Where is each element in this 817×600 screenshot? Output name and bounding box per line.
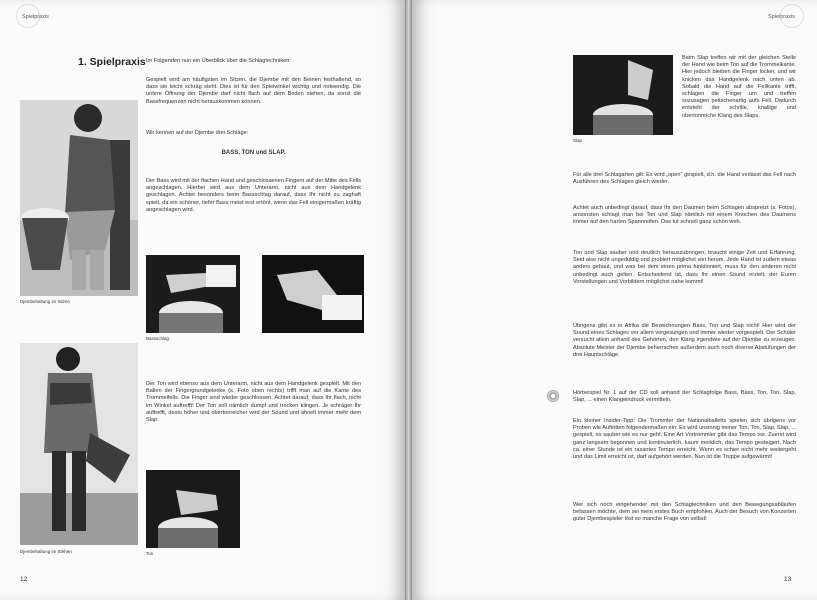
photo-slap-hand [573, 55, 673, 135]
paragraph-book-tip: Wer sich noch eingehender mit den Schlagtechniken und den Bewegungsabläufen befassen möchte, dem sei mein erstes Buch empfohlen. Auch der Besuch von Konzerten guter Djembespieler löst so manche Frage von selbst! [573, 502, 796, 523]
photo-open-hand [262, 255, 364, 333]
page-number-left: 12 [20, 576, 28, 583]
paragraph-slap: Beim Slap treffen wir mit der gleichen Stelle der Hand wie beim Ton auf die Trommelkante. Hier jedoch bleiben die Finger locker, und wir knicken das Handgelenk nach unten ab. Sobald die Hand auf die Fellkante trifft, schlagen die Finger um und treffen sozusagen peitschenartig aufs Fell. Dadurch entsteht der schrille, knallige und obertonreiche Klang des Slaps. [682, 55, 797, 119]
chapter-heading: 1. Spielpraxis [78, 56, 146, 68]
left-page [0, 0, 405, 600]
running-head-left: Spielpraxis [22, 14, 49, 20]
paragraph-cd-example: Hörbeispiel Nr. 1 auf der CD soll anhand der Schlagfolge Bass, Bass, Ton, Ton, Slap, Slap, ... einen Klangeindruck vermitteln. [573, 390, 796, 404]
caption-bass: Bassschlag [146, 336, 170, 341]
paragraph-sitting: Gespielt wird am häufigsten im Sitzen, die Djembe mit den Beinen festhaltend, so dass sie leicht schräg steht. Dies ist für den Spielwinkel wichtig und notwendig. Die untere Öffnung der Djembe darf nicht flach auf dem Boden stehen, da sonst die Bassfrequenzen nicht herauskommen können. [146, 77, 361, 105]
paragraph-strokes-intro: Wir kennen auf der Djembe drei Schläge: [146, 130, 249, 136]
paragraph-africa: Übrigens gibt es in Afrika die Bezeichnungen Bass, Ton und Slap nicht! Hier wird der Sound eines Schlages vor allem vorgesungen und immer wieder vorgespielt. Der Schüler versucht allein anhand des Gehörten, den Klang irgendwie auf der Djembe zu erzeugen. Absolute Meister der Djembe beherrschen außerdem auch noch diverse Abstufungen der drei Hauptschläge. [573, 323, 796, 358]
page-number-right: 13 [784, 576, 792, 583]
paragraph-practice: Ton und Slap sauber und deutlich herauszubringen, braucht einige Zeit und Erfahrung. Seid also nicht ungeduldig und probiert möglichst viel herum. Jede Hand ist zudem etwas anders gebaut, und was bei dem einen prima funktioniert, muss für den anderen nicht unbedingt auch gelten. Entscheidend ist, dass Ihr einen Sound erzielt, der Euren Vorstellungen und Vorbildern möglichst nahe kommt! [573, 250, 796, 285]
caption-sitting: Djembehaltung im Sitzen [20, 299, 71, 304]
right-page [412, 0, 817, 600]
cd-icon [547, 390, 559, 402]
book-logo-icon-right [780, 4, 804, 28]
photo-ton-hand [146, 470, 240, 548]
paragraph-ton: Der Ton wird ebenso aus dem Unterarm, nicht aus dem Handgelenk gespielt. Mit den Ballen der Fingergrundgelenke (s. Foto oben rechts) trifft man auf die Kante des Trommelfells. Die Finger sind wieder geschlossen. Achtet darauf, dass Ihr flach, nicht im Winkel auftrefft! Der Ton soll nämlich dumpf und trocken klingen. Je schräger Ihr auftrefft, desto höher und obertonreicher wird der Sound und ähnelt immer mehr dem Slap. [146, 381, 361, 424]
paragraph-thumb: Achtet auch unbedingt darauf, dass Ihr den Daumen beim Schlagen abspreizt (s. Fotos), ansonsten schlagt man bei Ton und Slap nämlich mit einem Knochen des Daumens immer auf den harten Spannreifen. Das tut schnell ganz schön weh. [573, 205, 796, 226]
intro-text: Im Folgenden nun ein Überblick über die Schlagtechniken: [146, 58, 291, 64]
paragraph-open: Für alle drei Schlagarten gilt: Es wird „open" gespielt, d.h. die Hand verlässt das Fell nach Ausführen des Schlages gleich wieder. [573, 172, 796, 186]
paragraph-insider-tip: Ein kleiner Insider-Tipp: Die Trommler der Nationalballetts spielen sich übrigens vor Proben wie Auftritten folgendermaßen ein: Es wird unsinnig immer Ton, Ton, Slap, Slap, ... gespielt, so sauber wie es nur geht. Eine Art Vortrommler gibt das Tempo vor. Zuerst wird ganz langsam begonnen und kontinuierlich, kaum merklich, das Tempo gesteigert. Nach ca. einer Stunde ist ein rasantes Tempo erreicht. Wenn es schier nicht mehr weitergeht und das Limit erreicht ist, darf aufgehört werden. Nun ist die Truppe aufgewärmt! [573, 418, 796, 461]
photo-standing [20, 343, 138, 545]
caption-slap: Slap [573, 138, 583, 143]
running-head-right: Spielpraxis [768, 14, 795, 20]
book-gutter [405, 0, 412, 600]
caption-ton: Ton [146, 551, 154, 556]
photo-sitting [20, 100, 138, 296]
caption-standing: Djembehaltung im Stehen [20, 549, 72, 554]
paragraph-bass: Der Bass wird mit der flachen Hand und geschlossenen Fingern auf der Mitte des Fells angeschlagen. Hierbei wird aus dem Unterarm, nicht aus dem Handgelenk geschlagen. Achtet besonders beim Bassschlag darauf, dass Ihr nicht zu zaghaft spielt, da ein schöner, tiefer Bass meist erst ertönt, wenn das Fell einigermaßen kräftig angeschlagen wird. [146, 178, 361, 213]
strokes-list: BASS, TON und SLAP. [221, 150, 286, 156]
photo-bass-hand [146, 255, 240, 333]
